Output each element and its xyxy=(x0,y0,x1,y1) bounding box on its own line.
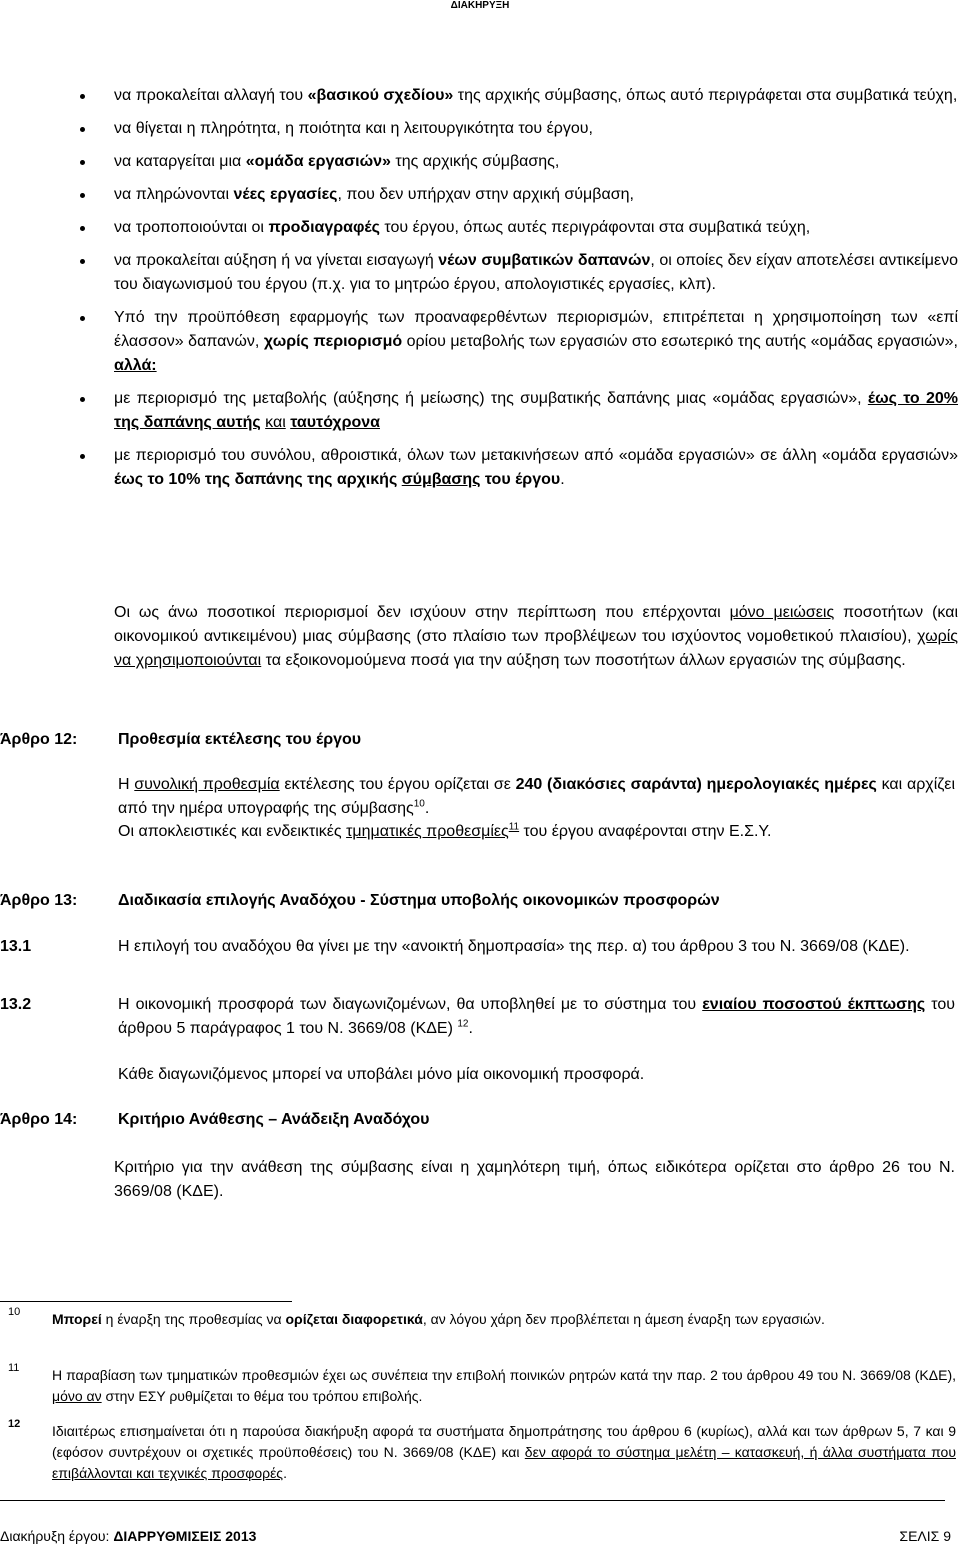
list-item: να προκαλείται αλλαγή του «βασικού σχεδίου» της αρχικής σύμβασης, όπως αυτό περιγράφεται στα συμβατικά τεύχη, xyxy=(80,84,958,108)
footnote-11-text: Η παραβίαση των τμηματικών προθεσμιών έχει ως συνέπεια την επιβολή ποινικών ρητρών κατά την παρ. 2 του άρθρου 49 του Ν. 3669/08 (ΚΔΕ), μόνο αν στην ΕΣΥ ρυθμίζεται το θέμα του τρόπου επιβολής. xyxy=(52,1367,956,1404)
article-14-label: Άρθρο 14: xyxy=(0,1111,78,1128)
list-item: να πληρώνονται νέες εργασίες, που δεν υπήρχαν στην αρχική σύμβαση, xyxy=(80,183,958,207)
article-13-label: Άρθρο 13: xyxy=(0,892,78,909)
footnote-separator xyxy=(0,1301,292,1302)
footnote-12-text: Ιδιαιτέρως επισημαίνεται ότι η παρούσα διακήρυξη αφορά τα συστήματα δημοπράτησης του άρθρου 6 (κυρίως), αλλά και των άρθρων 5, 7 και 9 (εφόσον συντρέχουν οι σχετικές προϋποθέσεις) του Ν. 3669/08 (ΚΔΕ) και δεν αφορά το σύστημα μελέτη – κατασκευή, ή άλλα συστήματα που επιβάλλονται και τεχνικές προσφορές. xyxy=(52,1423,956,1481)
footnote-10-number: 10 xyxy=(8,1306,21,1318)
article-12-duration: Η συνολική προθεσμία εκτέλεσης του έργου ορίζεται σε 240 (διακόσιες σαράντα) ημερολογιακές ημέρες και αρχίζει από την ημέρα υπογραφής της σύμβασης$^{10}$. xyxy=(118,776,955,817)
footnote-ref-12[interactable]: 12 xyxy=(457,1018,469,1030)
section-13-1-text: Η επιλογή του αναδόχου θα γίνει με την «ανοικτή δημοπρασία» της περ. α) του άρθρου 3 του Ν. 3669/08 (ΚΔΕ). xyxy=(118,938,910,955)
footer-page-number: ΣΕΛΙΣ 9 xyxy=(899,1528,951,1544)
article-12-title: Προθεσμία εκτέλεσης του έργου xyxy=(118,731,362,748)
list-item: να προκαλείται αύξηση ή να γίνεται εισαγωγή νέων συμβατικών δαπανών, οι οποίες δεν είχαν αποτελέσει αντικείμενο του διαγωνισμού του έργου (π.χ. για το μητρώο έργου, απολογιστικές εργασίες, κλπ). xyxy=(80,249,958,297)
page-header: ΔΙΑΚΗΡΥΞΗ xyxy=(450,0,510,11)
footer-project: Διακήρυξη έργου: ΔΙΑΡΡΥΘΜΙΣΕΙΣ 2013 xyxy=(0,1528,257,1544)
list-item-limit-group: με περιορισμό της μεταβολής (αύξησης ή μείωσης) της συμβατικής δαπάνης μιας «ομάδας εργασιών», έως το 20% της δαπάνης αυτής και ταυτόχρονα xyxy=(80,387,958,435)
footnote-10-text: Μπορεί η έναρξη της προθεσμίας να ορίζεται διαφορετικά, αν λόγου χάρη δεν προβλέπεται η άμεση έναρξη των εργασιών. xyxy=(52,1311,825,1327)
restrictions-list xyxy=(80,84,958,501)
section-13-2-number: 13.2 xyxy=(0,996,32,1013)
list-item: να καταργείται μια «ομάδα εργασιών» της αρχικής σύμβασης, xyxy=(80,150,958,174)
footer-separator xyxy=(0,1500,945,1501)
article-12-partial-deadlines: Οι αποκλειστικές και ενδεικτικές τμηματικές προθεσμίες$^{11}$ του έργου αναφέρονται στην Ε.Σ.Υ. xyxy=(118,821,772,840)
footnote-11-number: 11 xyxy=(8,1362,20,1374)
list-item: να τροποποιούνται οι προδιαγραφές του έργου, όπως αυτές περιγράφονται στα συμβατικά τεύχη, xyxy=(80,216,958,240)
article-14-text: Κριτήριο για την ανάθεση της σύμβασης είναι η χαμηλότερη τιμή, όπως ειδικότερα ορίζεται στο άρθρο 26 του Ν. 3669/08 (ΚΔΕ). xyxy=(114,1159,955,1200)
footnote-ref-10[interactable]: 10 xyxy=(413,798,425,810)
article-14-title: Κριτήριο Ανάθεσης – Ανάδειξη Αναδόχου xyxy=(118,1111,430,1128)
article-12-label: Άρθρο 12: xyxy=(0,731,78,748)
section-13-1-number: 13.1 xyxy=(0,938,32,955)
list-item-limit-total: με περιορισμό του συνόλου, αθροιστικά, όλων των μετακινήσεων από «ομάδα εργασιών» σε άλλη «ομάδα εργασιών» έως το 10% της δαπάνης της αρχικής σύμβασης του έργου. xyxy=(80,444,958,492)
footnote-ref-11[interactable]: 11 xyxy=(508,821,520,833)
quantity-note-paragraph: Οι ως άνω ποσοτικοί περιορισμοί δεν ισχύουν στην περίπτωση που επέρχονται μόνο μειώσεις ποσοτήτων (και οικονομικού αντικειμένου) μιας σύμβασης (στο πλαίσιο των προβλέψεων του ισχύοντος νομοθετικού πλαισίου), χωρίς να χρησιμοποιούνται τα εξοικονομούμενα ποσά για την αύξηση των ποσοτήτων άλλων εργασιών της σύμβασης. xyxy=(114,604,959,669)
section-13-single-offer: Κάθε διαγωνιζόμενος μπορεί να υποβάλει μόνο μία οικονομική προσφορά. xyxy=(118,1066,645,1083)
list-item-condition: Υπό την προϋπόθεση εφαρμογής των προαναφερθέντων περιορισμών, επιτρέπεται η χρησιμοποίηση των «επί έλασσον» δαπανών, χωρίς περιορισμό ορίου μεταβολής των εργασιών στο εσωτερικό της αυτής «ομάδας εργασιών», αλλά: xyxy=(80,306,958,378)
footnote-12-number: 12 xyxy=(8,1418,21,1430)
list-item: να θίγεται η πληρότητα, η ποιότητα και η λειτουργικότητα του έργου, xyxy=(80,117,958,141)
section-13-2-text: Η οικονομική προσφορά των διαγωνιζομένων, θα υποβληθεί με το σύστημα του ενιαίου ποσοστού έκπτωσης του άρθρου 5 παράγραφος 1 του Ν. 3669/08 (ΚΔΕ) $^{12}$. xyxy=(118,996,956,1037)
article-13-title: Διαδικασία επιλογής Αναδόχου - Σύστημα υποβολής οικονομικών προσφορών xyxy=(118,892,720,909)
